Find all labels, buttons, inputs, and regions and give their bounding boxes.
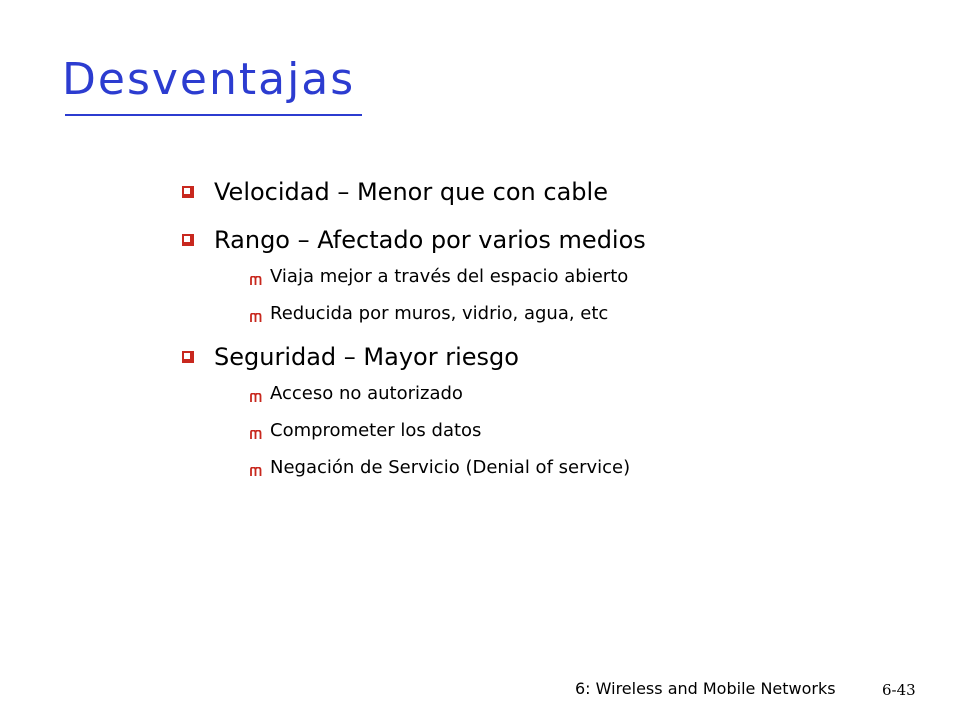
sub-bullet-text: Negación de Servicio (Denial of service) (270, 457, 631, 478)
sub-bullet-item (214, 416, 646, 446)
sub-bullet-item (214, 379, 646, 409)
sub-bullet-text: Viaja mejor a través del espacio abierto (270, 266, 629, 287)
bullet-text: Seguridad – Mayor riesgo (214, 343, 519, 371)
bullet-item-velocidad (180, 172, 646, 212)
square-box-bullet-icon (182, 351, 194, 363)
bullet-text: Rango – Afectado por varios medios (214, 226, 646, 254)
sub-bullet-list (214, 379, 646, 483)
bullet-text: Velocidad – Menor que con cable (214, 178, 608, 206)
bullet-item-seguridad (180, 337, 646, 483)
m-shaped-bullet-icon (250, 393, 262, 402)
square-box-bullet-icon (182, 234, 194, 246)
sub-bullet-text: Comprometer los datos (270, 420, 482, 441)
sub-bullet-text: Reducida por muros, vidrio, agua, etc (270, 303, 609, 324)
footer-label: 6: Wireless and Mobile Networks (575, 679, 836, 698)
bullet-list (180, 172, 646, 491)
slide-title: Desventajas (62, 54, 356, 105)
sub-bullet-item (214, 299, 646, 329)
m-shaped-bullet-icon (250, 467, 262, 476)
sub-bullet-item (214, 262, 646, 292)
m-shaped-bullet-icon (250, 313, 262, 322)
bullet-item-rango (180, 220, 646, 329)
sub-bullet-list (214, 262, 646, 329)
title-underline (65, 114, 362, 116)
sub-bullet-text: Acceso no autorizado (270, 383, 463, 404)
square-box-bullet-icon (182, 186, 194, 198)
page-number: 6-43 (882, 681, 916, 699)
sub-bullet-item (214, 453, 646, 483)
m-shaped-bullet-icon (250, 430, 262, 439)
m-shaped-bullet-icon (250, 276, 262, 285)
